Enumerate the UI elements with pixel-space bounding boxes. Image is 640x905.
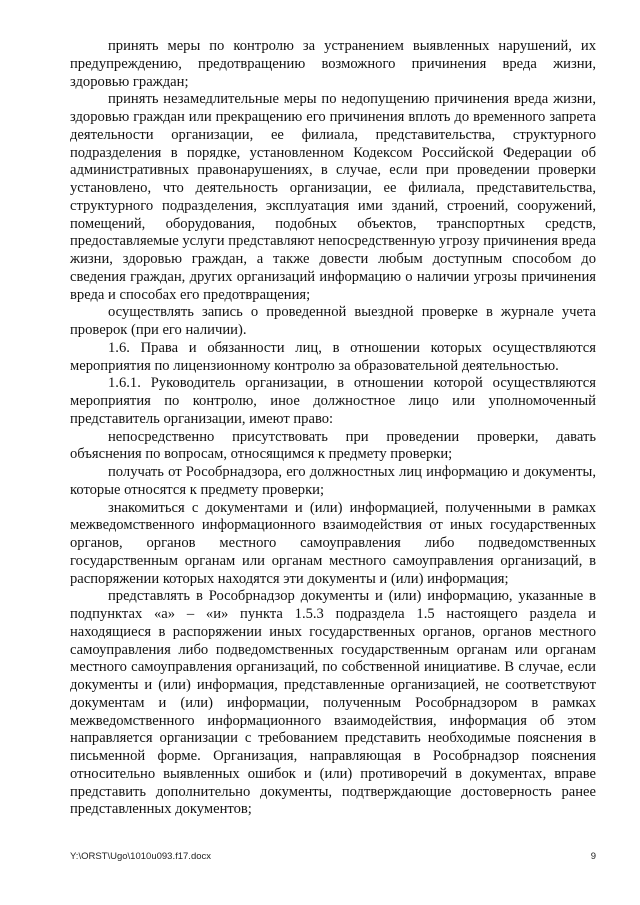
page-number: 9 — [590, 851, 596, 862]
paragraph-review-documents: знакомиться с документами и (или) информацией, полученными в рамках межведомственного информационного взаимодействия от иных государственных органов, органов местного самоуправления либо подведомственных государственным органам или органам местного самоуправления организаций, в распоряжении которых находятся эти документы и (или) информация; — [70, 499, 596, 587]
paragraph-take-control-measures: принять меры по контролю за устранением выявленных нарушений, их предупреждению, предотвращению возможного причинения вреда жизни, здоровью граждан; — [70, 38, 596, 90]
paragraph-submit-documents: представлять в Рособрнадзор документы и (или) информацию, указанные в подпунктах «а» – «и» пункта 1.5.3 подраздела 1.5 настоящего раздела и находящиеся в распоряжении иных государственных органов, органов местного самоуправления либо подведомственных государственным органам или органам местного самоуправления организаций, по собственной инициативе. В случае, если документы и (или) информация, представленные организацией, не соответствуют документам и (или) информации, полученным Рособрнадзором в рамках межведомственного информационного взаимодействия, информация об этом направляется организации с требованием представить необходимые пояснения в письменной форме. Организация, направляющая в Рособрнадзор пояснения относительно выявленных ошибок и (или) противоречий в документах, вправе представить дополнительно документы, подтверждающие достоверность ранее представленных документов; — [70, 588, 596, 818]
paragraph-1-6-1-rights: 1.6.1. Руководитель организации, в отношении которой осуществляются мероприятия по контролю, иное должностное лицо или уполномоченный представитель организации, имеют право: — [70, 375, 596, 427]
document-body — [70, 38, 596, 819]
footer-file-path: Y:\ORST\Ugo\1010u093.f17.docx — [70, 851, 212, 862]
section-heading-1-6: 1.6. Права и обязанности лиц, в отношении которых осуществляются мероприятия по лицензионному контролю за образовательной деятельностью. — [70, 339, 596, 374]
paragraph-immediate-measures: принять незамедлительные меры по недопущению причинения вреда жизни, здоровью граждан или прекращению его причинения вплоть до временного запрета деятельности организации, ее филиала, представительства, структурного подразделения в порядке, установленном Кодексом Российской Федерации об административных правонарушениях, в случае, если при проведении проверки установлено, что деятельность организации, ее филиала, представительства, структурного подразделения, эксплуатация ими зданий, строений, сооружений, помещений, оборудования, подобных объектов, транспортных средств, предоставляемые услуги представляют непосредственную угрозу причинения вреда жизни, здоровью граждан, а также довести любым доступным способом до сведения граждан, других организаций информацию о наличии угрозы причинения вреда и способах его предотвращения; — [70, 91, 596, 303]
paragraph-attend-inspection: непосредственно присутствовать при проведении проверки, давать объяснения по вопросам, относящимся к предмету проверки; — [70, 428, 596, 463]
paragraph-receive-information: получать от Рособрнадзора, его должностных лиц информацию и документы, которые относятся к предмету проверки; — [70, 464, 596, 498]
paragraph-inspection-log-record: осуществлять запись о проведенной выездной проверке в журнале учета проверок (при его наличии). — [70, 304, 596, 338]
